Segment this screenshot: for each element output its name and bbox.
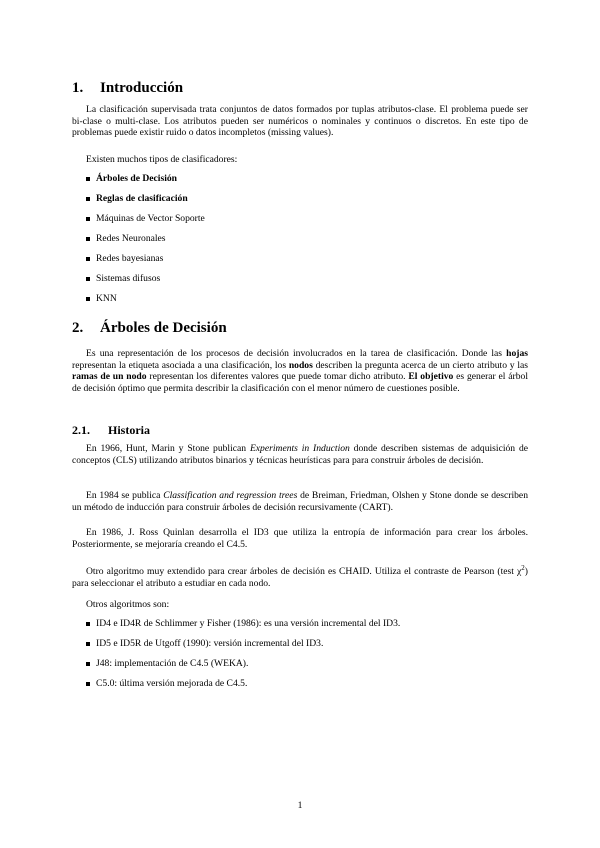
section-title: Introducción — [100, 80, 184, 96]
history-paragraph-3: En 1986, J. Ross Quinlan desarrolla el ID3 que utiliza la entropía de información para crear los árboles. Posteriormente, se mejoraría creando el C4.5. — [72, 527, 528, 550]
bullet-icon — [86, 237, 90, 241]
classifiers-intro-paragraph: Existen muchos tipos de clasificadores: — [86, 154, 238, 165]
list-item: Máquinas de Vector Soporte — [86, 213, 205, 233]
list-item: Árboles de Decisión — [86, 173, 205, 193]
list-item: C5.0: última versión mejorada de C4.5. — [86, 678, 400, 698]
bullet-icon — [86, 177, 90, 181]
list-item: Reglas de clasificación — [86, 193, 205, 213]
list-item: ID4 e ID4R de Schlimmer y Fisher (1986): es una versión incremental del ID3. — [86, 618, 400, 638]
history-paragraph-4: Otro algoritmo muy extendido para crear árboles de decisión es CHAID. Utiliza el contraste de Pearson (test $\chi^2$) para seleccionar el atributo a estudiar en cada nodo. — [72, 564, 528, 589]
list-item: KNN — [86, 293, 205, 313]
section-number: 1. — [72, 80, 84, 96]
bullet-icon — [86, 642, 90, 646]
subsection-number: 2.1. — [72, 423, 90, 437]
history-paragraph-1: En 1966, Hunt, Marin y Stone publican Experiments in Induction donde describen sistemas de adquisición de conceptos (CLS) utilizando atributos binarios y técnicas heurísticas para para construir árboles de decisión. — [72, 443, 528, 466]
bullet-icon — [86, 622, 90, 626]
section-heading-introduccion — [72, 80, 183, 97]
list-item: Redes bayesianas — [86, 253, 205, 273]
list-item: ID5 e ID5R de Utgoff (1990): versión incremental del ID3. — [86, 638, 400, 658]
section-title: Árboles de Decisión — [100, 320, 227, 336]
trees-paragraph: Es una representación de los procesos de decisión involucrados en la tarea de clasificación. Donde las hojas representan la etiqueta asociada a una clasificación, los nodos describen la pregunta acerca de un cierto atributo y las ramas de un nodo representan los diferentes valores que puede tomar dicho atributo. El objetivo es generar el árbol de decisión óptimo que permita describir la clasificación con el menor número de cuestiones posible. — [72, 348, 529, 394]
section-number: 2. — [72, 320, 84, 336]
list-item: Sistemas difusos — [86, 273, 205, 293]
page-number: 1 — [297, 800, 303, 811]
bullet-icon — [86, 257, 90, 261]
bullet-icon — [86, 682, 90, 686]
classifiers-list — [86, 173, 205, 313]
intro-paragraph: La clasificación supervisada trata conjuntos de datos formados por tuplas atributos-clase. El problema puede ser bi-clase o multi-clase. Los atributos pueden ser numéricos o nominales y continuos o discretos. En este tipo de problemas puede existir ruido o datos incompletos (missing values). — [72, 104, 528, 139]
history-paragraph-5: Otros algoritmos son: — [86, 599, 170, 610]
bullet-icon — [86, 277, 90, 281]
algorithms-list — [86, 618, 400, 698]
subsection-title: Historia — [108, 423, 150, 437]
bullet-icon — [86, 197, 90, 201]
bullet-icon — [86, 662, 90, 666]
list-item: J48: implementación de C4.5 (WEKA). — [86, 658, 400, 678]
bullet-icon — [86, 297, 90, 301]
list-item: Redes Neuronales — [86, 233, 205, 253]
bullet-icon — [86, 217, 90, 221]
section-heading-arboles — [72, 320, 227, 337]
subsection-heading-historia — [72, 423, 150, 438]
history-paragraph-2: En 1984 se publica Classification and regression trees de Breiman, Friedman, Olshen y Stone donde se describen un método de inducción para construir árboles de decisión recursivamente (CART). — [72, 490, 528, 513]
